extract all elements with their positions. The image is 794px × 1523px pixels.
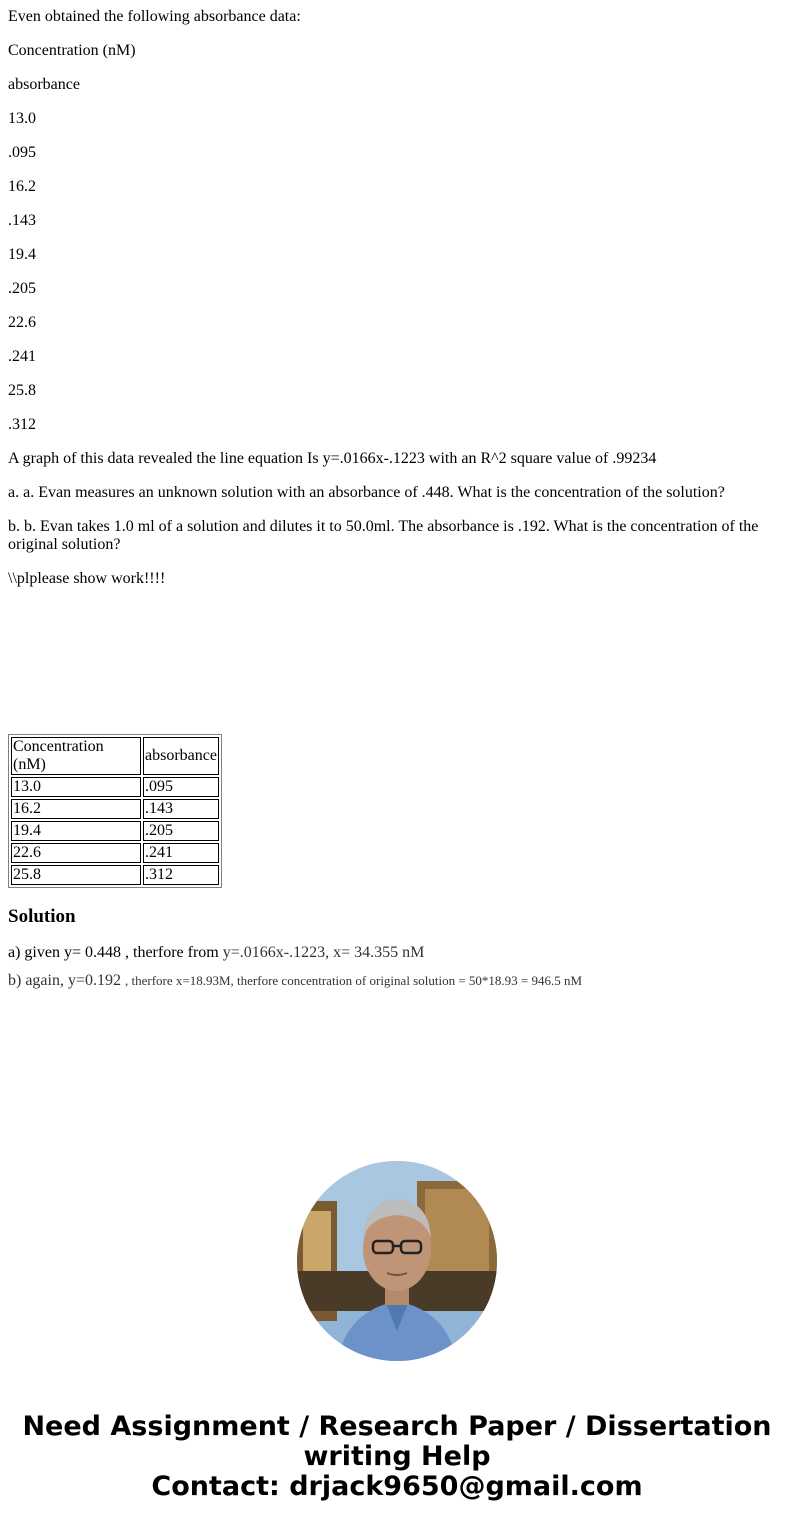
table-cell: 22.6 bbox=[11, 843, 141, 863]
solution-part-a bbox=[8, 944, 786, 962]
solution-b-prefix: b) again, y=0.192 bbox=[8, 972, 125, 989]
solution-b-result: , therfore x=18.93M, therfore concentration of original solution = 50*18.93 = 946.5 nM bbox=[125, 973, 583, 988]
list-item: 19.4 bbox=[8, 246, 36, 263]
table-row bbox=[11, 821, 219, 841]
solution-part-b bbox=[8, 972, 786, 990]
list-item: .312 bbox=[8, 416, 36, 433]
list-item: absorbance bbox=[8, 76, 80, 93]
table-cell: .143 bbox=[143, 799, 219, 819]
table-cell: 19.4 bbox=[11, 821, 141, 841]
tutor-photo-icon bbox=[297, 1161, 497, 1361]
list-item: 22.6 bbox=[8, 314, 36, 331]
question-part-b: b. b. Evan takes 1.0 ml of a solution and dilutes it to 50.0ml. The absorbance is .192. What is the concentration of the original solution? bbox=[8, 518, 759, 553]
solution-a-prefix: a) given y= 0.448 , therfore from bbox=[8, 944, 223, 961]
solution-title: Solution bbox=[8, 906, 76, 927]
tutor-avatar bbox=[297, 1161, 497, 1361]
table-cell: 25.8 bbox=[11, 865, 141, 885]
spacer bbox=[8, 604, 786, 732]
question-part-a: a. a. Evan measures an unknown solution with an absorbance of .448. What is the concentration of the solution? bbox=[8, 484, 725, 501]
graph-statement: A graph of this data revealed the line equation Is y=.0166x-.1223 with an R^2 square value of .99234 bbox=[8, 450, 657, 467]
table-cell: .205 bbox=[143, 821, 219, 841]
list-item: 13.0 bbox=[8, 110, 36, 127]
promo-line-2: writing Help bbox=[303, 1441, 491, 1472]
table-row bbox=[11, 843, 219, 863]
table-row bbox=[11, 799, 219, 819]
list-item: .095 bbox=[8, 144, 36, 161]
table-header-cell: Concentration (nM) bbox=[11, 737, 141, 775]
list-item: .241 bbox=[8, 348, 36, 365]
table-cell: .312 bbox=[143, 865, 219, 885]
promo-banner bbox=[0, 1412, 794, 1502]
show-work-request: \\plplease show work!!!! bbox=[8, 570, 166, 587]
promo-contact: Contact: drjack9650@gmail.com bbox=[151, 1471, 643, 1502]
solution-a-result: y=.0166x-.1223, x= 34.355 nM bbox=[222, 944, 425, 961]
table-cell: .095 bbox=[143, 777, 219, 797]
question-body bbox=[8, 8, 786, 588]
table-row bbox=[11, 777, 219, 797]
table-header-cell: absorbance bbox=[143, 737, 219, 775]
list-item: Concentration (nM) bbox=[8, 42, 136, 59]
table-cell: 13.0 bbox=[11, 777, 141, 797]
table-row bbox=[11, 865, 219, 885]
promo-line-1: Need Assignment / Research Paper / Dissertation bbox=[22, 1411, 772, 1442]
question-intro: Even obtained the following absorbance data: bbox=[8, 8, 301, 25]
table-cell: 16.2 bbox=[11, 799, 141, 819]
table-header-row bbox=[11, 737, 219, 775]
list-item: .205 bbox=[8, 280, 36, 297]
absorbance-table bbox=[8, 734, 222, 888]
list-item: 25.8 bbox=[8, 382, 36, 399]
list-item: 16.2 bbox=[8, 178, 36, 195]
list-item: .143 bbox=[8, 212, 36, 229]
table-cell: .241 bbox=[143, 843, 219, 863]
